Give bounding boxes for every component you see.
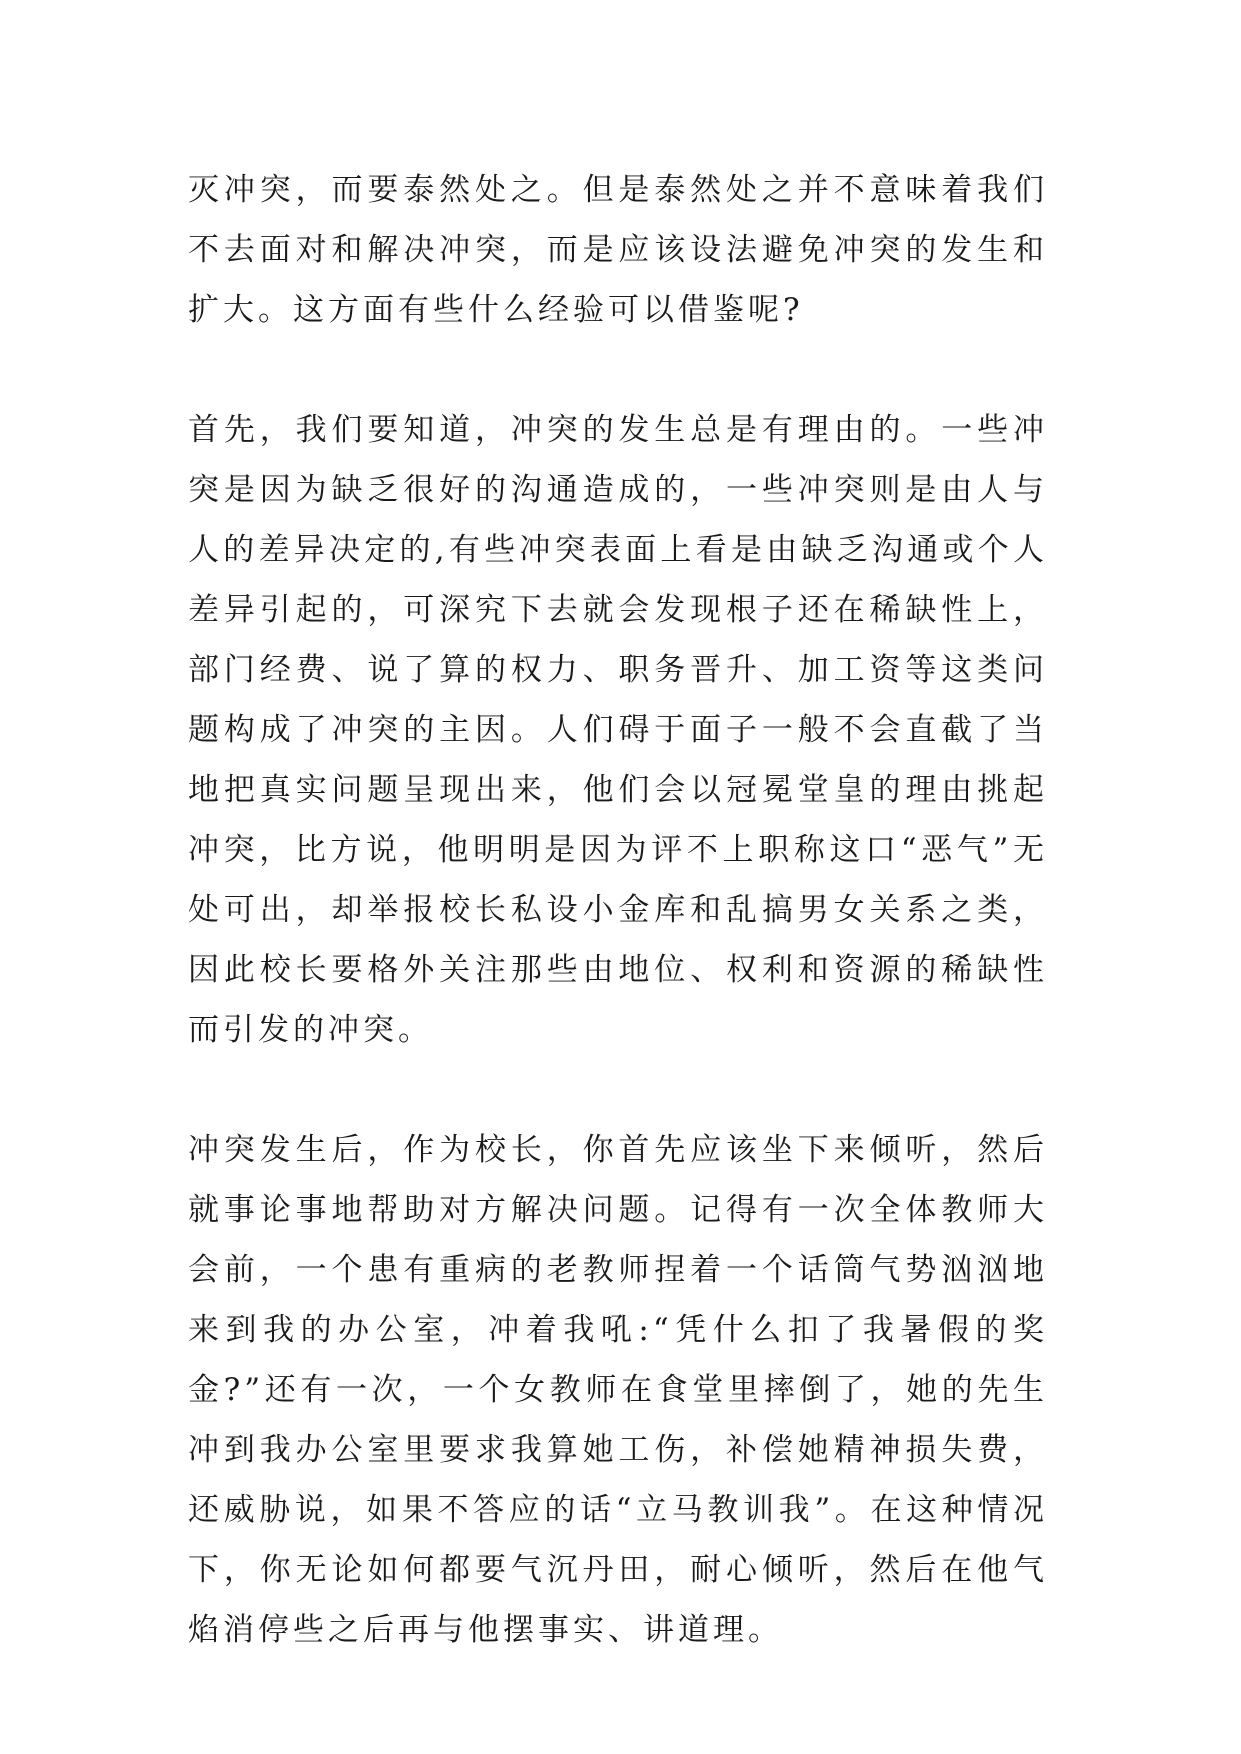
- paragraph-2: 首先，我们要知道，冲突的发生总是有理由的。一些冲突是因为缺乏很好的沟通造成的，一些冲突则是由人与人的差异决定的,有些冲突表面上看是由缺乏沟通或个人差异引起的，可深究下去就会发现根子还在稀缺性上，部门经费、说了算的权力、职务晋升、加工资等这类问题构成了冲突的主因。人们碍于面子一般不会直截了当地把真实问题呈现出来，他们会以冠冕堂皇的理由挑起冲突，比方说，他明明是因为评不上职称这口“恶气”无处可出，却举报校长私设小金库和乱搞男女关系之类，因此校长要格外关注那些由地位、权利和资源的稀缺性而引发的冲突。: [188, 412, 1048, 1048]
- document-body: [188, 160, 1048, 1660]
- paragraph-1: 灭冲突，而要泰然处之。但是泰然处之并不意味着我们不去面对和解决冲突，而是应该设法避免冲突的发生和扩大。这方面有些什么经验可以借鉴呢?: [188, 172, 1048, 328]
- paragraph-3: 冲突发生后，作为校长，你首先应该坐下来倾听，然后就事论事地帮助对方解决问题。记得有一次全体教师大会前，一个患有重病的老教师捏着一个话筒气势汹汹地来到我的办公室，冲着我吼:“凭什么扣了我暑假的奖金?”还有一次，一个女教师在食堂里摔倒了，她的先生冲到我办公室里要求我算她工伤，补偿她精神损失费，还威胁说，如果不答应的话“立马教训我”。在这种情况下，你无论如何都要气沉丹田，耐心倾听，然后在他气焰消停些之后再与他摆事实、讲道理。: [188, 1132, 1048, 1648]
